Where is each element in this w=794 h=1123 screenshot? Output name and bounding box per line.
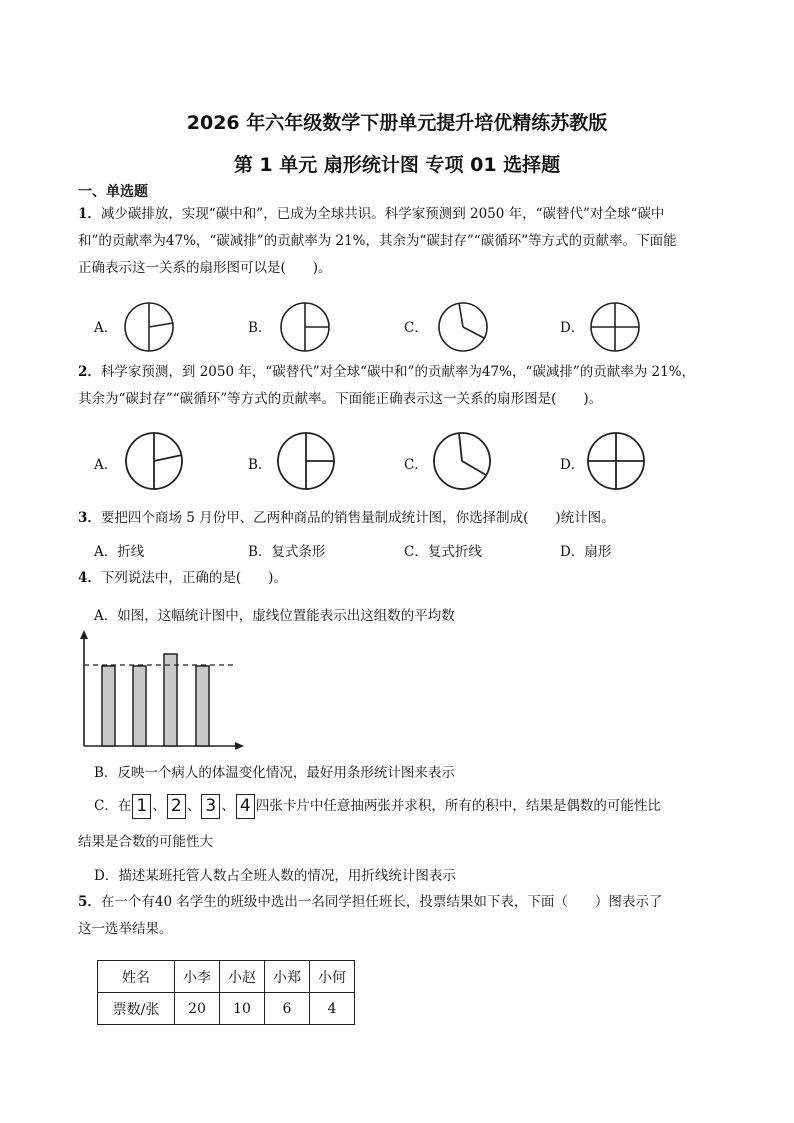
option-d[interactable]: D．扇形 [560, 544, 612, 560]
option-label[interactable]: A． [94, 457, 118, 473]
table-cell: 20 [175, 993, 220, 1025]
option-c-continued: 结果是合数的可能性大 [78, 834, 213, 850]
pie-chart-option-d[interactable] [588, 300, 642, 354]
table-cell: 6 [265, 993, 310, 1025]
option-b[interactable]: B．复式条形 [248, 544, 326, 560]
option-c[interactable]: C．复式折线 [404, 544, 482, 560]
option-label[interactable]: D． [560, 457, 585, 473]
option-b[interactable]: B．反映一个病人的体温变化情况，最好用条形统计图来表示 [94, 765, 455, 781]
option-a[interactable]: A．如图，这幅统计图中，虚线位置能表示出这组数的平均数 [94, 608, 455, 624]
card-4: 4 [236, 794, 255, 819]
question-text: 和”的贡献率为47%，“碳减排”的贡献率为 21%，其余为“碳封存”“碳循环”等方式的贡献率。下面能 [78, 233, 677, 249]
question-text: 正确表示这一关系的扇形图可以是( )。 [78, 260, 332, 276]
table-header-cell: 小赵 [220, 961, 265, 993]
card-3: 3 [201, 794, 220, 819]
table-cell: 票数/张 [98, 993, 175, 1025]
option-text: C．在 [94, 798, 132, 814]
option-d[interactable]: D．描述某班托管人数占全班人数的情况，用折线统计图表示 [94, 868, 456, 884]
option-label[interactable]: C． [404, 457, 428, 473]
document-title: 2026 年六年级数学下册单元提升培优精练苏教版 [186, 112, 608, 134]
option-label[interactable]: C． [404, 320, 428, 336]
table-row [98, 961, 355, 993]
question-text: 减少碳排放，实现“碳中和”，已成为全球共识。科学家预测到 2050 年，“碳替代”对全球“碳中 [100, 206, 665, 222]
question-number: 1． [78, 206, 101, 222]
pie-chart-option-b[interactable] [276, 431, 336, 491]
question-text: 其余为“碳封存”“碳循环”等方式的贡献率。下面能正确表示这一关系的扇形图是( )。 [78, 391, 603, 407]
question-3 [78, 505, 615, 532]
pie-chart-option-c[interactable] [432, 431, 492, 491]
y-axis-arrow [80, 630, 88, 639]
table-header-cell: 小郑 [265, 961, 310, 993]
pie-chart-option-d[interactable] [586, 431, 646, 491]
bar [133, 666, 146, 746]
question-text: 科学家预测，到 2050 年，“碳替代”对全球“碳中和”的贡献率为47%，“碳减排”的贡献率为 21%， [100, 364, 696, 380]
question-5 [78, 889, 662, 943]
table-row [98, 993, 355, 1025]
question-2 [78, 359, 695, 413]
question-number: 5． [78, 894, 101, 910]
bar [196, 666, 209, 746]
bar [102, 666, 115, 746]
option-c[interactable] [94, 792, 661, 820]
question-text: 下列说法中，正确的是( )。 [100, 570, 287, 586]
question-number: 4． [78, 570, 101, 586]
option-label[interactable]: A． [94, 320, 118, 336]
question-2-options [92, 429, 692, 493]
vote-table [97, 960, 355, 1025]
table-header-cell: 姓名 [98, 961, 175, 993]
question-text: 这一选举结果。 [78, 921, 173, 937]
option-label[interactable]: B． [248, 320, 272, 336]
x-axis-arrow [235, 742, 244, 750]
document-subtitle: 第 1 单元 扇形统计图 专项 01 选择题 [233, 154, 561, 176]
option-a[interactable]: A．折线 [94, 544, 145, 560]
option-label[interactable]: B． [248, 457, 272, 473]
option-label[interactable]: D． [560, 320, 585, 336]
table-header-cell: 小李 [175, 961, 220, 993]
bar-chart-figure [76, 630, 246, 752]
pie-chart-option-b[interactable] [278, 300, 332, 354]
question-4 [78, 565, 287, 592]
option-text: 四张卡片中任意抽两张并求积，所有的积中，结果是偶数的可能性比 [255, 798, 661, 814]
table-cell: 10 [220, 993, 265, 1025]
question-text: 在一个有40 名学生的班级中选出一名同学担任班长，投票结果如下表，下面（ ）图表示了 [100, 894, 663, 910]
section-heading: 一、单选题 [78, 184, 148, 200]
pie-chart-option-a[interactable] [124, 431, 184, 491]
separator: 、 [152, 798, 166, 814]
question-1 [78, 201, 677, 282]
separator: 、 [221, 798, 235, 814]
separator: 、 [186, 798, 201, 814]
card-2: 2 [167, 794, 186, 819]
pie-chart-option-c[interactable] [436, 300, 490, 354]
pie-chart-option-a[interactable] [122, 300, 176, 354]
question-text: 要把四个商场 5 月份甲、乙两种商品的销售量制成统计图，你选择制成( )统计图。 [100, 510, 615, 526]
question-1-options [92, 298, 692, 352]
question-number: 3． [78, 510, 101, 526]
table-cell: 4 [310, 993, 355, 1025]
bar [164, 654, 177, 746]
table-header-cell: 小何 [310, 961, 355, 993]
question-number: 2． [78, 364, 101, 380]
card-1: 1 [132, 794, 151, 819]
